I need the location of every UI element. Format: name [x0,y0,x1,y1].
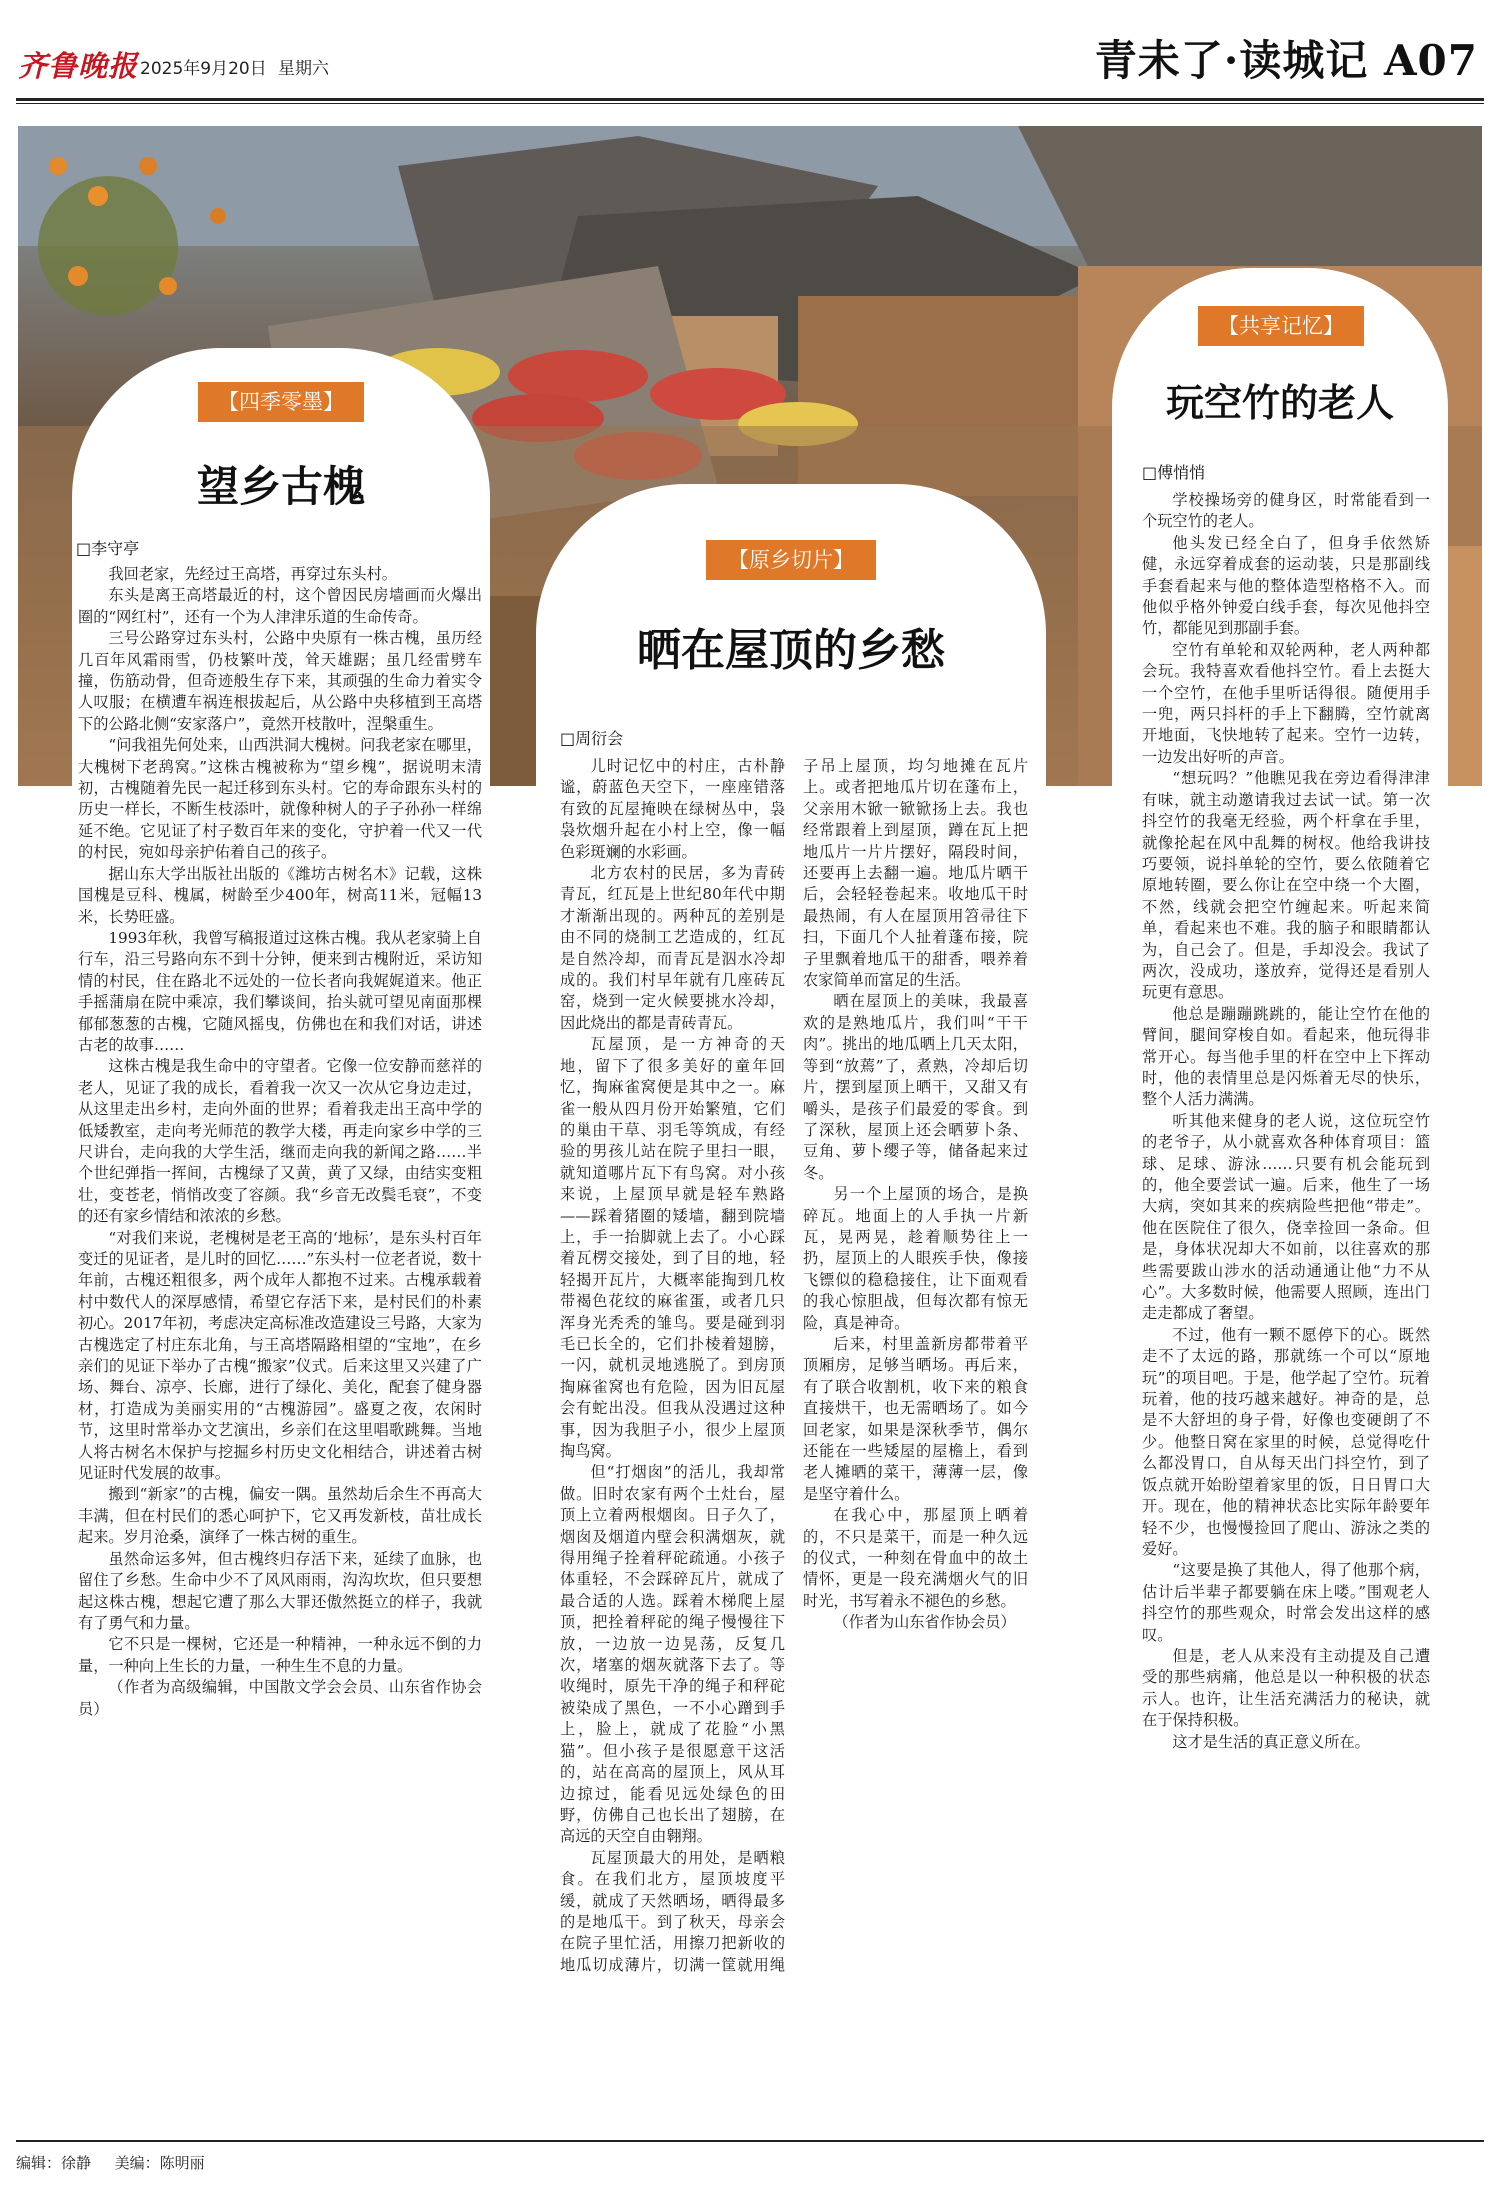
paragraph: 空竹有单轮和双轮两种，老人两种都会玩。我特喜欢看他抖空竹。看上去挺大一个空竹，在他手里听话得很。随便用手一兜，两只抖杆的手上下翻腾，空竹就离开地面，飞快地转了起来。空竹一边转，一边发出好听的声音。 [1142,640,1430,766]
article-3-body [1142,490,1430,1978]
paragraph: 它不只是一棵树，它还是一种精神，一种永远不倒的力量，一种向上生长的力量，一种生生不息的力量。 [78,1635,482,1675]
author-note: （作者为山东省作协会员） [833,1613,1016,1632]
paragraph: 1993年秋，我曾写稿报道过这株古槐。我从老家骑上自行车，沿三号路向东不到十分钟，便来到古槐附近，采访知情的村民，住在路北不远处的一位长者向我娓娓道来。他正手摇蒲扇在院中乘凉，我们攀谈间，抬头就可望见南面那棵郁郁葱葱的古槐，它随风摇曳，仿佛也在和我们对话，讲述古老的故事…… [78,928,482,1054]
paragraph: “想玩吗？”他瞧见我在旁边看得津津有味，就主动邀请我过去试一试。第一次抖空竹的我毫无经验，两个杆拿在手里，就像抡起在风中乱舞的树杈。他给我讲技巧要领，说抖单轮的空竹，要么依随着它原地转圈，要么你让在空中绕一个大圈，不然，线就会把空竹缠起来。听起来简单，看起来也不难。我的脑子和眼睛都认为，自己会了。但是，手却没会。我试了两次，没成功，遂放弃，觉得还是看别人玩更有意思。 [1142,769,1430,1002]
paragraph: 北方农村的民居，多为青砖青瓦，红瓦是上世纪80年代中期才渐渐出现的。两种瓦的差别是由不同的烧制工艺造成的，红瓦是自然冷却，而青瓦是泅水冷却成的。我们村早年就有几座砖瓦窑，烧到一定火候要挑水冷却，因此烧出的都是青砖青瓦。 [560,864,785,1032]
paragraph: 学校操场旁的健身区，时常能看到一个玩空竹的老人。 [1142,491,1430,531]
paragraph: 但是，老人从来没有主动提及自己遭受的那些病痛，他总是以一种积极的状态示人。也许，让生活充满活力的秘诀，就在于保持积极。 [1142,1646,1430,1730]
editor-credit: 编辑：徐静 [16,2154,92,2172]
issue-date: 2025年9月20日 [140,59,267,79]
article-3-title: 玩空竹的老人 [1165,380,1394,425]
header-rule [16,98,1484,101]
article-column-2 [536,484,1046,2018]
paragraph: 晒在屋顶上的美味，我最喜欢的是熟地瓜片，我们叫“干干肉”。挑出的地瓜晒上几天太阳，等到“放蔫”了，煮熟，冷却后切片，摆到屋顶上晒干，又甜又有嚼头，是孩子们最爱的零食。到了深秋，屋顶上还会晒萝卜条、豆角、萝卜缨子等，储备起来过冬。 [803,992,1028,1182]
footer-rule [16,2140,1484,2142]
section-title: 青未了·读城记 A07 [1094,36,1478,85]
paragraph: 后来，村里盖新房都带着平顶厢房，足够当晒场。再后来，有了联合收割机，收下来的粮食直接烘干，也无需晒场了。如今回老家，如果是深秋季节，偶尔还能在一些矮屋的屋檐上，看到老人摊晒的菜干，薄薄一层，像是坚守着什么。 [803,1334,1028,1503]
paragraph: 在我心中，那屋顶上晒着的，不只是菜干，而是一种久远的仪式，一种刻在骨血中的故土情怀，更是一段充满烟火气的旧时光，书写着永不褪色的乡愁。 [803,1506,1028,1610]
article-2-author: □周衍会 [560,729,624,748]
paragraph: 这才是生活的真正意义所在。 [1172,1732,1370,1751]
paragraph: 但“打烟囱”的活儿，我却常做。旧时农家有两个土灶台，屋顶上立着两根烟囱。日子久了，烟囱及烟道内壁会积满烟灰，就得用绳子拴着秤砣疏通。小孩子体重轻，不会踩碎瓦片，就成了最合适的人选。踩着木梯爬上屋顶，把拴着秤砣的绳子慢慢往下放，一边放一边晃荡，反复几次，堵塞的烟灰就落下去了。等收绳时，原先干净的绳子和秤砣被染成了黑色，一不小心蹭到手上，脸上，就成了花脸“小黑猫”。但小孩子是很愿意干这活的，站在高高的屋顶上，风从耳边掠过，能看见远处绿色的田野，仿佛自己也长出了翅膀，在高远的天空自由翱翔。 [560,1463,785,1846]
paragraph: 这株古槐是我生命中的守望者。它像一位安静而慈祥的老人，见证了我的成长，看着我一次又一次从它身边走过，从这里走出乡村，走向外面的世界；看着我走出王高中学的低矮教室，走向考光师范的教学大楼，再走向家乡中学的三尺讲台，走向我的大学生活，继而走向我的新闻之路……半个世纪弹指一挥间，古槐绿了又黄，黄了又绿，由结实变粗壮，变苍老，悄悄改变了容颜。我“乡音无改鬓毛衰”，不变的还有家乡情结和浓浓的乡愁。 [78,1057,482,1226]
paragraph: 据山东大学出版社出版的《潍坊古树名木》记载，这株国槐是豆科、槐属，树龄至少400年，树高11米，冠幅13米，长势旺盛。 [78,864,482,926]
article-1-title: 望乡古槐 [196,462,365,511]
article-2-tag: 【原乡切片】 [706,540,876,580]
header-rule-thin [16,103,1484,104]
paragraph: 不过，他有一颗不愿停下的心。既然走不了太远的路，那就练一个可以“原地玩”的项目吧。于是，他学起了空竹。玩着玩着，他的技巧越来越好。神奇的是，总是不大舒坦的身子骨，好像也变硬朗了不少。他整日窝在家里的时候，总觉得吃什么都没胃口，自从每天出门抖空竹，到了饭点就开始盼望着家里的饭，日日胃口大开。现在，他的精神状态比实际年龄要年轻不少，也慢慢捡回了爬山、游泳之类的爱好。 [1142,1325,1430,1558]
article-column-1 [72,348,490,2018]
paragraph: 搬到“新家”的古槐，偏安一隅。虽然劫后余生不再高大丰满，但在村民们的悉心呵护下，它又再发新枝，苗壮成长起来。岁月沧桑，演绎了一株古树的重生。 [78,1485,482,1547]
article-2-title: 晒在屋顶的乡愁 [637,625,945,676]
article-1-author: □李守亭 [76,539,140,558]
author-note: （作者为高级编辑，中国散文学会会员、山东省作协会员） [78,1678,482,1718]
article-3-author: □傅悄悄 [1142,463,1206,482]
paragraph: 另一个上屋顶的场合，是换碎瓦。地面上的人手执一片新瓦，晃两晃，趁着顺势往上一扔，屋顶上的人眼疾手快，像接飞镖似的稳稳接住，让下面观看的我心惊胆战，但每次都有惊无险，真是神奇。 [803,1185,1028,1332]
article-column-3 [1112,268,1448,2018]
page-footer [16,2152,1484,2173]
designer-credit: 美编：陈明丽 [114,2154,205,2172]
paragraph: 他头发已经全白了，但身手依然矫健，永远穿着成套的运动装，只是那副线手套看起来与他的整体造型格格不入。而他似乎格外钟爱白线手套，每次见他抖空竹，都能见到那副手套。 [1142,533,1430,638]
paragraph: 虽然命运多舛，但古槐终归存活下来，延续了血脉，也留住了乡愁。生命中少不了风风雨雨，沟沟坎坎，但只要想起这株古槐，想起它遭了那么大罪还傲然挺立的样子，我就有了勇气和力量。 [78,1549,482,1632]
issue-weekday: 星期六 [278,59,329,79]
paragraph: 听其他来健身的老人说，这位玩空竹的老爷子，从小就喜欢各种体育项目：篮球、足球、游泳……只要有机会能玩到的，他全要尝试一遍。后来，他生了一场大病，突如其来的疾病险些把他“带走”。他在医院住了很久，侥幸捡回一条命。但是，身体状况却大不如前，以往喜欢的那些需要跋山涉水的活动通通让他“力不从心”。大多数时候，他需要人照顾，连出门走走都成了奢望。 [1142,1111,1430,1323]
paragraph: 儿时记忆中的村庄，古朴静谧，蔚蓝色天空下，一座座错落有致的瓦屋掩映在绿树丛中，袅袅炊烟升起在小村上空，像一幅色彩斑斓的水彩画。 [560,757,785,861]
paragraph: “这要是换了其他人，得了他那个病，估计后半辈子都要躺在床上喽。”围观老人抖空竹的那些观众，时常会发出这样的感叹。 [1142,1561,1430,1644]
paragraph: 三号公路穿过东头村，公路中央原有一株古槐，虽历经几百年风霜雨雪，仍枝繁叶茂，耸天雄踞；虽几经雷劈车撞，伤筋动骨，但奇迹般生存下来，其顽强的生命力着实令人叹服；在横遭车祸连根拔起后，从公路中央移植到王高塔下的公路北侧“安家落户”，竟然开枝散叶，涅槃重生。 [78,629,482,733]
newspaper-logo: 齐鲁晚报 [18,49,139,83]
article-1-tag: 【四季零墨】 [198,382,364,422]
article-3-tag: 【共享记忆】 [1198,306,1364,346]
paragraph: 瓦屋顶，是一方神奇的天地，留下了很多美好的童年回忆，掏麻雀窝便是其中之一。麻雀一般从四月份开始繁殖，它们的巢由干草、羽毛等筑成，有经验的男孩儿站在院子里扫一眼，就知道哪片瓦下有鸟窝。对小孩来说，上屋顶早就是轻车熟路——踩着猪圈的矮墙，翻到院墙上，手一抬脚就上去了。小心踩着瓦楞交接处，到了目的地，轻轻揭开瓦片，大概率能掏到几枚带褐色花纹的麻雀蛋，或者几只浑身光秃秃的雏鸟。要是碰到羽毛已长全的，它们扑棱着翅膀，一闪，就机灵地逃脱了。到房顶掏麻雀窝也有危险，因为旧瓦屋会有蛇出没。但我从没遇过这种事，因为我胆子小，很少上屋顶掏鸟窝。 [560,1035,785,1460]
paragraph: 他总是蹦蹦跳跳的，能让空竹在他的臂间，腿间穿梭自如。看起来，他玩得非常开心。每当他手里的杆在空中上下挥动时，他的表情里总是闪烁着无尽的快乐，整个人活力满满。 [1142,1004,1430,1109]
paragraph: “对我们来说，老槐树是老王高的‘地标’，是东头村百年变迁的见证者，是儿时的回忆……”东头村一位老者说，数十年前，古槐还粗很多，两个成年人都抱不过来。古槐承载着村中数代人的深厚感情，希望它存活下来，是村民们的朴素初心。2017年初，考虑决定高标准改造建设三号路，大家为古槐选定了村庄东北角，与王高塔隔路相望的“宝地”，在乡亲们的见证下举办了古槐“搬家”仪式。后来这里又兴建了广场、舞台、凉亭、长廊，进行了绿化、美化，配套了健身器材，打造成为美丽实用的“古槐游园”。盛夏之夜，农闲时节，这里时常举办文艺演出，乡亲们在这里唱歌跳舞。当地人将古树名木保护与挖掘乡村历史文化相结合，讲述着古树见证时代发展的故事。 [78,1228,482,1483]
paragraph: “问我祖先何处来，山西洪洞大槐树。问我老家在哪里，大槐树下老鸹窝。”这株古槐被称为“望乡槐”，据说明末清初，古槐随着先民一起迁移到东头村。它的寿命跟东头村的历史一样长，不断生枝添叶，就像种树人的子子孙孙一样绵延不绝。它见证了村子数百年来的变化，守护着一代又一代的村民，宛如母亲护佑着自己的孩子。 [78,736,482,862]
paragraph: 东头是离王高塔最近的村，这个曾因民房墙画而火爆出圈的“网红村”，还有一个为人津津乐道的生命传奇。 [78,586,482,626]
page-header [16,18,1484,86]
article-2-body [560,756,1028,1988]
paragraph: 瓦屋顶最大的用处，是晒粮食。在我们北方，屋顶坡度平缓，就成了天然晒场，晒得最多的是地瓜干。到了秋天，母亲会在院子里忙活，用擦刀把新收的地瓜切成薄片，切满一筐就用绳子吊上屋顶，均匀地摊在瓦片上。或者把地瓜片切在蓬布上，父亲用木锨一锨锨扬上去。我也经常跟着上到屋顶，蹲在瓦上把地瓜片一片片摆好，隔段时间，还要再上去翻一遍。地瓜片晒干后，会轻轻卷起来。收地瓜干时最热闹，有人在屋顶用笤帚往下扫，下面几个人扯着蓬布接，院子里飘着地瓜干的甜香，喂养着农家简单而富足的生活。 [560,757,1028,1974]
article-1-body [78,564,482,1988]
paragraph: 我回老家，先经过王高塔，再穿过东头村。 [108,565,397,583]
